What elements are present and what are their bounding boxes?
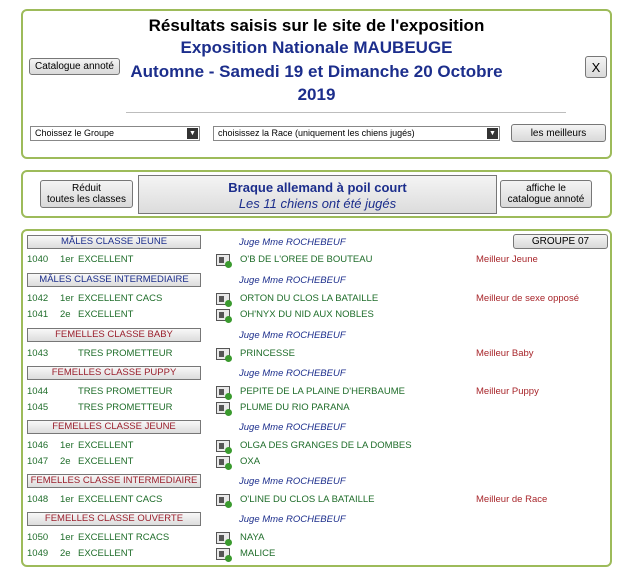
results-panel [21,229,612,567]
reduce-all-classes-button[interactable] [40,180,133,208]
dog-number: 1046 [27,440,49,451]
dog-rank: 1er [60,254,74,265]
dog-qualification: TRES PROMETTEUR [78,348,173,359]
dog-number: 1041 [27,309,49,320]
judge-name: Juge Mme ROCHEBEUF [239,330,346,341]
breed-panel [21,170,612,218]
dog-qualification: EXCELLENT [78,254,134,265]
dog-qualification: EXCELLENT [78,309,134,320]
close-button[interactable]: X [585,56,607,78]
table-row [23,440,610,452]
dog-details-icon[interactable] [216,386,230,398]
dog-name: OXA [240,456,261,467]
judge-name: Juge Mme ROCHEBEUF [239,237,346,248]
dog-details-icon[interactable] [216,440,230,452]
dog-name: PRINCESSE [240,348,295,359]
dog-details-icon[interactable] [216,348,230,360]
chevron-down-icon: ▼ [187,128,198,139]
dog-qualification: EXCELLENT [78,548,134,559]
dog-details-icon[interactable] [216,456,230,468]
dog-number: 1042 [27,293,49,304]
table-row [23,309,610,321]
dog-award: Meilleur de sexe opposé [476,293,579,304]
dog-details-icon[interactable] [216,402,230,414]
dog-name: O'LINE DU CLOS LA BATAILLE [240,494,375,505]
class-header[interactable]: FEMELLES CLASSE INTERMEDIAIRE [27,474,201,488]
dog-qualification: EXCELLENT CACS [78,494,163,505]
dog-rank: 2e [60,456,71,467]
table-row [23,386,610,398]
race-select[interactable] [213,126,500,141]
dog-number: 1045 [27,402,49,413]
exhibition-year: 2019 [297,85,336,104]
dog-award: Meilleur Jeune [476,254,538,265]
header-divider [126,112,566,113]
reduce-label-2: toutes les classes [47,194,126,205]
table-row [23,494,610,506]
dog-details-icon[interactable] [216,293,230,305]
dog-name: OLGA DES GRANGES DE LA DOMBES [240,440,412,451]
dog-number: 1049 [27,548,49,559]
exhibition-header-panel [21,9,612,159]
class-header[interactable]: FEMELLES CLASSE BABY [27,328,201,342]
table-row [23,254,610,266]
dog-number: 1043 [27,348,49,359]
dog-rank: 1er [60,532,74,543]
breed-title-box [138,175,497,214]
dog-number: 1047 [27,456,49,467]
dog-details-icon[interactable] [216,548,230,560]
dog-rank: 1er [60,494,74,505]
table-row [23,548,610,560]
breed-judged-count: Les 11 chiens ont été jugés [238,196,397,211]
table-row [23,348,610,360]
group-select-value: Choissez le Groupe [35,128,115,138]
dog-name: ORTON DU CLOS LA BATAILLE [240,293,379,304]
dog-award: Meilleur de Race [476,494,548,505]
judge-name: Juge Mme ROCHEBEUF [239,275,346,286]
table-row [23,532,610,544]
dog-name: MALICE [240,548,276,559]
dog-qualification: TRES PROMETTEUR [78,402,173,413]
class-header[interactable]: MÂLES CLASSE INTERMEDIAIRE [27,273,201,287]
group-select[interactable] [30,126,200,141]
dog-rank: 2e [60,548,71,559]
dog-qualification: EXCELLENT RCACS [78,532,170,543]
dog-number: 1048 [27,494,49,505]
dog-details-icon[interactable] [216,532,230,544]
breed-name: Braque allemand à poil court [228,180,407,195]
dog-details-icon[interactable] [216,309,230,321]
judge-name: Juge Mme ROCHEBEUF [239,514,346,525]
catalogue-label-1: affiche le [526,183,566,194]
class-header[interactable]: FEMELLES CLASSE PUPPY [27,366,201,380]
judge-name: Juge Mme ROCHEBEUF [239,368,346,379]
table-row [23,293,610,305]
exhibition-name: Exposition Nationale MAUBEUGE [180,38,453,57]
dog-qualification: EXCELLENT [78,456,134,467]
dog-number: 1044 [27,386,49,397]
class-header[interactable]: FEMELLES CLASSE OUVERTE [27,512,201,526]
catalogue-label-2: catalogue annoté [507,194,585,205]
dog-rank: 2e [60,309,71,320]
judge-name: Juge Mme ROCHEBEUF [239,476,346,487]
dog-details-icon[interactable] [216,494,230,506]
dog-name: NAYA [240,532,265,543]
dog-award: Meilleur Baby [476,348,534,359]
dog-details-icon[interactable] [216,254,230,266]
table-row [23,456,610,468]
table-row [23,402,610,414]
reduce-label-1: Réduit [72,183,101,194]
dog-qualification: EXCELLENT [78,440,134,451]
dog-number: 1040 [27,254,49,265]
dog-qualification: EXCELLENT CACS [78,293,163,304]
group-label: GROUPE 07 [513,234,608,249]
dog-name: PLUME DU RIO PARANA [240,402,350,413]
results-title: Résultats saisis sur le site de l'exposition [148,16,485,35]
exhibition-dates: Automne - Samedi 19 et Dimanche 20 Octobre [130,62,503,81]
dog-award: Meilleur Puppy [476,386,539,397]
dog-name: OH'NYX DU NID AUX NOBLES [240,309,374,320]
catalogue-annote-button[interactable]: Catalogue annoté [29,58,120,75]
dog-name: PEPITE DE LA PLAINE D'HERBAUME [240,386,405,397]
best-dogs-button[interactable]: les meilleurs [511,124,606,142]
show-annotated-catalogue-button[interactable] [500,180,592,208]
dog-rank: 1er [60,293,74,304]
dog-qualification: TRES PROMETTEUR [78,386,173,397]
race-select-value: choisissez la Race (uniquement les chiens jugés) [218,128,415,138]
class-header[interactable]: MÂLES CLASSE JEUNE [27,235,201,249]
dog-rank: 1er [60,440,74,451]
dog-name: O'B DE L'OREE DE BOUTEAU [240,254,373,265]
judge-name: Juge Mme ROCHEBEUF [239,422,346,433]
class-header[interactable]: FEMELLES CLASSE JEUNE [27,420,201,434]
chevron-down-icon: ▼ [487,128,498,139]
dog-number: 1050 [27,532,49,543]
